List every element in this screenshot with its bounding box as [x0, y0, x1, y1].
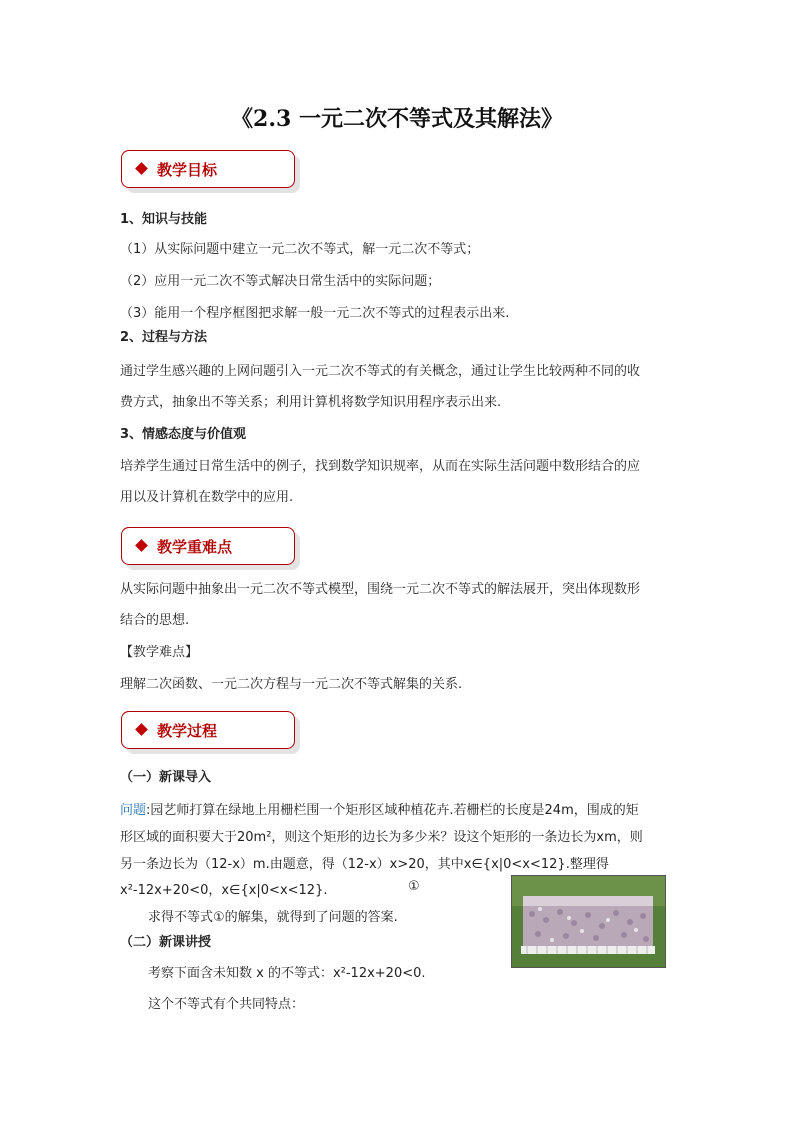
process-para-answer: 求得不等式①的解集，就得到了问题的答案.: [148, 910, 398, 925]
section-header-objectives: [121, 150, 295, 188]
process-question-line-4: x²-12x+20<0，x∈{x|0<x<12}.: [120, 883, 328, 898]
equation-marker: ①: [408, 879, 420, 894]
question-label: 问题: [120, 803, 147, 818]
objectives-item-2: （2）应用一元二次不等式解决日常生活中的实际问题；: [120, 274, 441, 289]
section-header-process: [121, 711, 295, 749]
keypoints-para-2: 理解二次函数、一元二次方程与一元二次不等式解集的关系.: [120, 677, 463, 692]
section-title-process: 教学过程: [157, 722, 218, 740]
diamond-bullet-icon: [135, 539, 148, 552]
question-text-1: :园艺师打算在绿地上用栅栏围一个矩形区域种植花卉.若栅栏的长度是24m，围成的矩: [146, 803, 639, 818]
objectives-item-3: （3）能用一个程序框图把求解一般一元二次不等式的过程表示出来.: [120, 306, 510, 321]
objectives-para-3b: 用以及计算机在数学中的应用.: [120, 490, 294, 505]
section-title-keypoints: 教学重难点: [157, 538, 233, 556]
flower-bed-illustration: [512, 876, 665, 967]
section-header-keypoints: [121, 527, 295, 565]
keypoints-para-1a: 从实际问题中抽象出一元二次不等式模型，围绕一元二次不等式的解法展开，突出体现数形: [120, 582, 641, 597]
diamond-bullet-icon: [135, 723, 148, 736]
page-title: 《2.3 一元二次不等式及其解法》: [231, 106, 563, 132]
objectives-item-1: （1）从实际问题中建立一元二次不等式，解一元二次不等式；: [120, 242, 480, 257]
diamond-bullet-icon: [135, 162, 148, 175]
process-question-line-2: 形区域的面积要大于20m²，则这个矩形的边长为多少米？设这个矩形的一条边长为xm，则: [120, 830, 643, 845]
flower-bed-photo: [511, 875, 666, 968]
objectives-para-2a: 通过学生感兴趣的上网问题引入一元二次不等式的有关概念，通过让学生比较两种不同的收: [120, 364, 641, 379]
objectives-para-3a: 培养学生通过日常生活中的例子，找到数学知识规率，从而在实际生活问题中数形结合的应: [120, 459, 641, 474]
process-heading-1: （一）新课导入: [120, 770, 212, 785]
process-question-line-1: [120, 799, 639, 818]
process-question-line-3: 另一条边长为（12-x）m.由题意，得（12-x）x>20，其中x∈{x|0<x<12}.整理得: [120, 857, 609, 872]
process-heading-2: （二）新课讲授: [120, 935, 212, 950]
process-para-inequality: 考察下面含未知数 x 的不等式：x²-12x+20<0.: [148, 966, 426, 981]
objectives-heading-1: 1、知识与技能: [120, 212, 208, 227]
keypoints-para-1b: 结合的思想.: [120, 613, 190, 628]
process-para-feature: 这个不等式有个共同特点：: [148, 997, 305, 1012]
objectives-heading-3: 3、情感态度与价值观: [120, 427, 247, 442]
objectives-para-2b: 费方式，抽象出不等关系；利用计算机将数学知识用程序表示出来.: [120, 395, 502, 410]
keypoints-difficulty-heading: 【教学难点】: [120, 645, 199, 660]
objectives-heading-2: 2、过程与方法: [120, 330, 208, 345]
section-title-objectives: 教学目标: [157, 161, 218, 179]
